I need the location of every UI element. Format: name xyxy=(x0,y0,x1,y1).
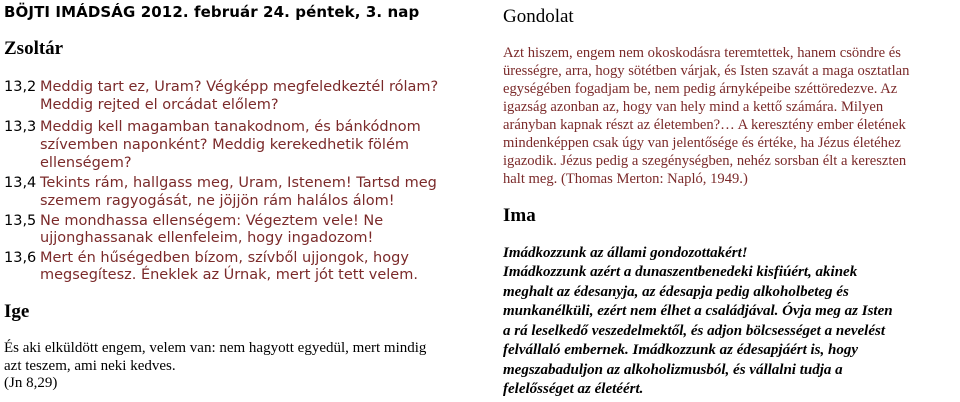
thought-line: arányban kapnak részt az életemben?… A keresztény ember életének xyxy=(503,117,906,133)
prayer-line: Imádkozzunk azért a dunaszentbenedeki kisfiúért, akinek xyxy=(503,264,858,280)
verse-number: 13,6 xyxy=(4,250,37,266)
thought-heading: Gondolat xyxy=(503,6,574,27)
prayer-heading: Ima xyxy=(503,205,536,226)
verse-line: megsegítesz. Éneklek az Úrnak, mert jót tett velem. xyxy=(40,267,418,283)
verse-line: Meddig tart ez, Uram? Végképp megfeledkeztél rólam? xyxy=(40,79,439,95)
verse-line: szemem ragyogását, ne jöjjön rám halálos álom! xyxy=(40,193,395,209)
word-heading: Ige xyxy=(4,301,30,322)
prayer-line: meghalt az édesanyja, az édesapja pedig alkoholbeteg és xyxy=(503,284,849,300)
prayer-line: munkanélküli, ezért nem élhet a családjával. Óvja meg az Isten xyxy=(503,303,893,319)
verse-line: ujjonghassanak ellenfeleim, hogy ingadozom! xyxy=(40,230,374,246)
thought-line: igazság azonban az, hogy van hely mind a kettő számára. Milyen xyxy=(503,99,884,115)
prayer-line: a rá leselkedő veszedelmektől, és adjon bölcsességet a nevelést xyxy=(503,323,885,339)
thought-line: ürességre, arra, hogy sötétben várjak, és Isten szavát a maga osztatlan xyxy=(503,63,910,79)
thought-line: halt meg. (Thomas Merton: Napló, 1949.) xyxy=(503,171,748,187)
verse-number: 13,5 xyxy=(4,213,37,229)
psalm-heading: Zsoltár xyxy=(4,38,64,59)
verse-number: 13,3 xyxy=(4,119,37,135)
prayer-line: felelősséget az életéért. xyxy=(503,381,644,397)
verse-line: Ne mondhassa ellenségem: Végeztem vele! Ne xyxy=(40,213,384,229)
verse-line: Mert én hűségedben bízom, szívből ujjongok, hogy xyxy=(40,250,409,266)
thought-line: mindenképpen csak úgy van jelentősége és értéke, ha Jézus életéhez xyxy=(503,135,901,151)
verse-line: Meddig kell magamban tanakodnom, és bánkódnom xyxy=(40,119,421,135)
bible-verse-line: És aki elküldött engem, velem van: nem hagyott egyedül, mert mindig xyxy=(4,340,427,356)
verse-line: szívemben naponként? Meddig kerekedhetik fölém xyxy=(40,137,409,153)
verse-line: Tekints rám, hallgass meg, Uram, Istenem! Tartsd meg xyxy=(40,175,437,191)
verse-number: 13,2 xyxy=(4,79,37,95)
verse-number: 13,4 xyxy=(4,175,37,191)
verse-line: ellenségem? xyxy=(40,155,132,171)
thought-line: Azt hiszem, engem nem okoskodásra teremtettek, hanem csöndre és xyxy=(503,45,901,61)
bible-verse-line: azt teszem, ami neki kedves. xyxy=(4,358,176,374)
verse-line: Meddig rejted el orcádat előlem? xyxy=(40,97,279,113)
prayer-line: megszabaduljon az alkoholizmusból, és vállalni tudja a xyxy=(503,362,843,378)
thought-line: egységében fogadjam be, nem pedig árnyképeibe széttöredezve. Az xyxy=(503,81,898,97)
prayer-line: felvállaló embernek. Imádkozzunk az édesapjáért is, hogy xyxy=(503,342,858,358)
bible-reference: (Jn 8,29) xyxy=(4,375,58,391)
page-header-title: BÖJTI IMÁDSÁG 2012. február 24. péntek, 3. nap xyxy=(4,3,420,21)
prayer-line: Imádkozzunk az állami gondozottakért! xyxy=(503,245,748,261)
thought-line: igazodik. Jézus pedig a szegénységben, nehéz sorsban élt a kereszten xyxy=(503,153,907,169)
